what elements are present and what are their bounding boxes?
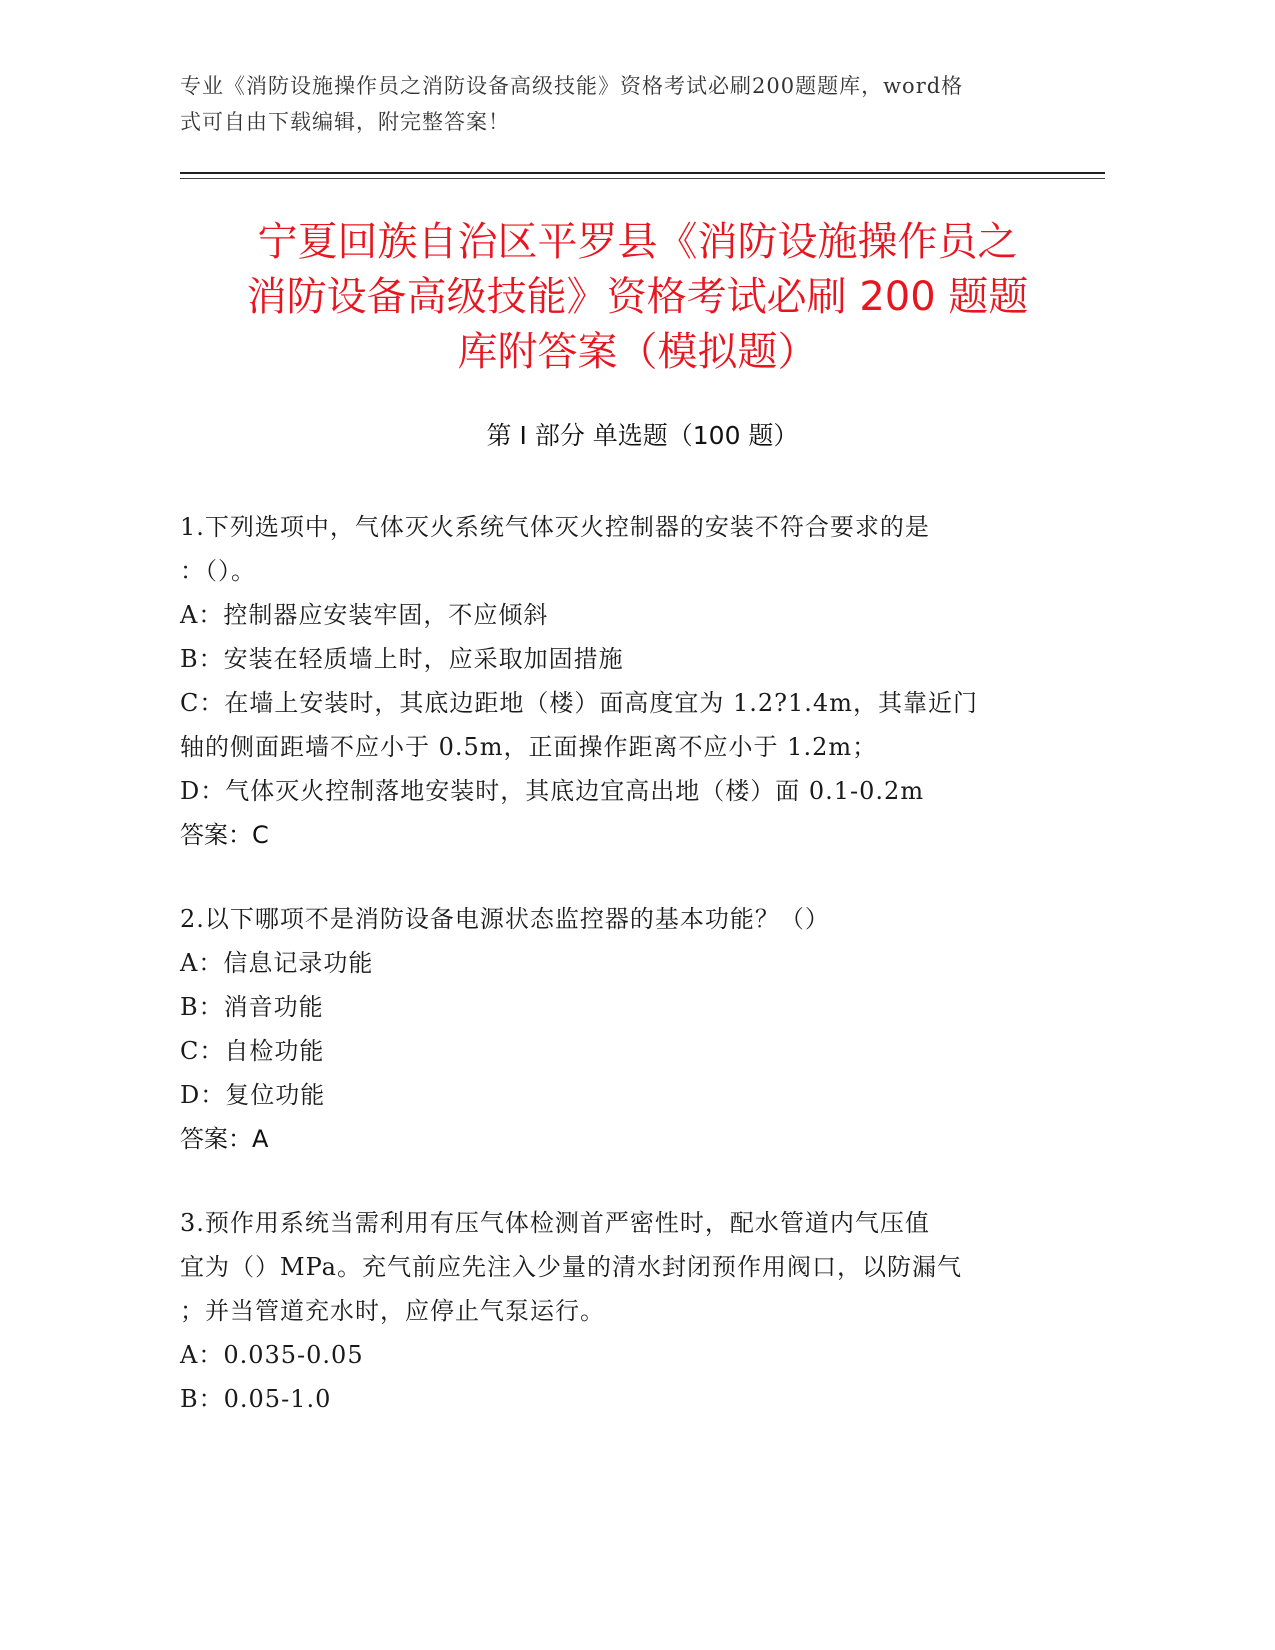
question-3 [180, 1201, 1040, 1421]
header-note-line-2: 式可自由下载编辑，附完整答案！ [180, 110, 510, 134]
option-c-continued: 轴的侧面距墙不应小于 0.5m，正面操作距离不应小于 1.2m； [180, 733, 878, 761]
question-1 [180, 505, 1040, 857]
header-note-line-1: 专业《消防设施操作员之消防设备高级技能》资格考试必刷200题题库，word格 [180, 74, 964, 98]
option-d: D：气体灭火控制落地安装时，其底边宜高出地（楼）面 0.1-0.2m [180, 777, 925, 805]
question-stem-line: 2.以下哪项不是消防设备电源状态监控器的基本功能？（） [180, 905, 830, 933]
option-b: B：消音功能 [180, 993, 324, 1021]
option-b: B：安装在轻质墙上时，应采取加固措施 [180, 645, 624, 673]
question-2 [180, 897, 1040, 1161]
question-stem-line: 宜为（）MPa。充气前应先注入少量的清水封闭预作用阀口，以防漏气 [180, 1253, 962, 1281]
option-a: A：信息记录功能 [180, 949, 374, 977]
title-line-2: 消防设备高级技能》资格考试必刷 200 题题 [246, 274, 1029, 320]
answer-label: 答案：C [180, 821, 269, 849]
section-heading: 第 I 部分 单选题（100 题） [486, 421, 799, 450]
header-divider-thick [180, 172, 1105, 174]
document-title [170, 215, 1105, 380]
question-stem-line: ：（）。 [180, 557, 256, 585]
question-stem-line: ；并当管道充水时，应停止气泵运行。 [180, 1297, 605, 1325]
header-note [180, 68, 1060, 140]
title-line-1: 宁夏回族自治区平罗县《消防设施操作员之 [257, 219, 1018, 265]
question-stem-line: 1.下列选项中，气体灭火系统气体灭火控制器的安装不符合要求的是 [180, 513, 930, 541]
option-b: B：0.05-1.0 [180, 1385, 332, 1413]
option-d: D：复位功能 [180, 1081, 326, 1109]
answer-label: 答案：A [180, 1125, 269, 1153]
option-c: C：自检功能 [180, 1037, 325, 1065]
header-divider-thin [180, 178, 1105, 179]
question-list [180, 505, 1040, 1461]
option-a: A：0.035-0.05 [180, 1341, 364, 1369]
question-stem-line: 3.预作用系统当需利用有压气体检测首严密性时，配水管道内气压值 [180, 1209, 930, 1237]
option-a: A：控制器应安装牢固，不应倾斜 [180, 601, 549, 629]
option-c: C：在墙上安装时，其底边距地（楼）面高度宜为 1.2?1.4m，其靠近门 [180, 689, 978, 717]
title-line-3: 库附答案（模拟题） [457, 329, 818, 375]
